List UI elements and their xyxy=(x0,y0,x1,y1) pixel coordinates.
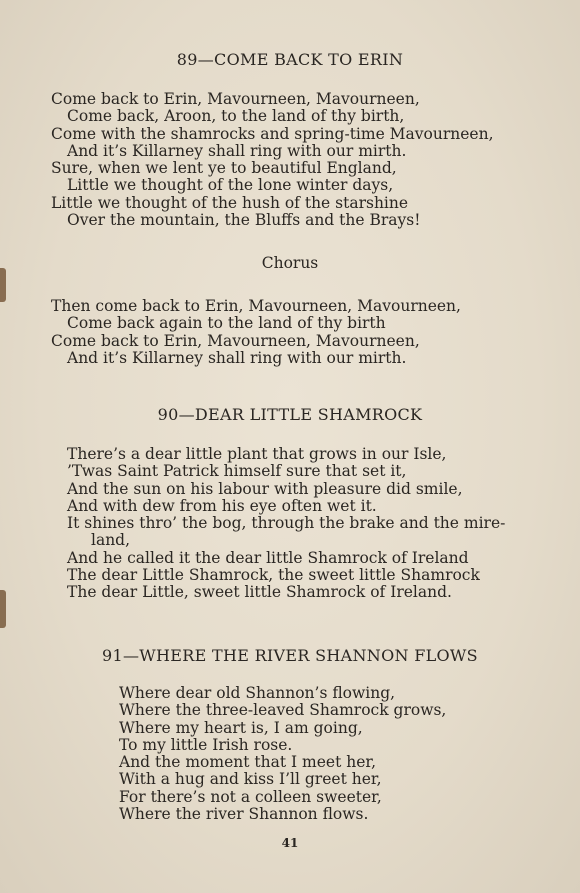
verse-line: Little we thought of the hush of the starshine xyxy=(51,193,409,212)
song-89-title: 89—COME BACK TO ERIN xyxy=(176,50,404,69)
song-89-chorus xyxy=(51,298,461,367)
song-90-title: 90—DEAR LITTLE SHAMROCK xyxy=(157,405,423,424)
verse-line: Come back to Erin, Mavourneen, Mavourneen, xyxy=(51,90,420,108)
page-number: 41 xyxy=(281,836,299,850)
verse-line: And the sun on his labour with pleasure did smile, xyxy=(67,479,463,498)
verse-line: land, xyxy=(91,531,131,550)
verse-line: To my little Irish rose. xyxy=(119,735,293,754)
verse-line: And with dew from his eye often wet it. xyxy=(67,496,377,515)
verse-line: Sure, when we lent ye to beautiful England, xyxy=(51,159,397,178)
verse-line: For there’s not a colleen sweeter, xyxy=(119,787,382,806)
verse-line: Where my heart is, I am going, xyxy=(119,718,363,737)
verse-line: It shines thro’ the bog, through the brake and the mire- xyxy=(67,514,506,533)
verse-line: And it’s Killarney shall ring with our mirth. xyxy=(67,141,407,160)
verse-line: Over the mountain, the Bluffs and the Brays! xyxy=(67,211,421,230)
verse-line: There’s a dear little plant that grows in our Isle, xyxy=(67,445,447,463)
verse-line: Little we thought of the lone winter days, xyxy=(67,176,394,195)
verse-line: Where dear old Shannon’s flowing, xyxy=(119,684,396,702)
song-90-verse xyxy=(67,446,505,602)
song-91-verse xyxy=(119,685,446,823)
verse-line: Come with the shamrocks and spring-time Mavourneen, xyxy=(51,124,494,143)
verse-line: ’Twas Saint Patrick himself sure that set it, xyxy=(67,462,407,481)
chorus-label: Chorus xyxy=(261,254,319,272)
page-edge-stain xyxy=(0,590,6,628)
verse-line: And he called it the dear little Shamrock of Ireland xyxy=(67,548,469,567)
chorus-line: Then come back to Erin, Mavourneen, Mavourneen, xyxy=(51,297,461,315)
verse-line: The dear Little Shamrock, the sweet little Shamrock xyxy=(67,566,480,585)
verse-line: With a hug and kiss I’ll greet her, xyxy=(119,770,382,789)
page-edge-stain xyxy=(0,268,6,302)
verse-line: Where the river Shannon flows. xyxy=(119,805,369,824)
chorus-line: Come back again to the land of thy birth xyxy=(67,314,386,333)
song-89-verse xyxy=(51,91,494,229)
verse-line: The dear Little, sweet little Shamrock of Ireland. xyxy=(67,583,452,602)
verse-line: Where the three-leaved Shamrock grows, xyxy=(119,701,447,720)
song-91-title: 91—WHERE THE RIVER SHANNON FLOWS xyxy=(102,646,478,665)
chorus-line: And it’s Killarney shall ring with our mirth. xyxy=(67,348,407,367)
chorus-line: Come back to Erin, Mavourneen, Mavourneen, xyxy=(51,331,420,350)
verse-line: And the moment that I meet her, xyxy=(119,753,377,772)
verse-line: Come back, Aroon, to the land of thy birth, xyxy=(67,107,405,126)
